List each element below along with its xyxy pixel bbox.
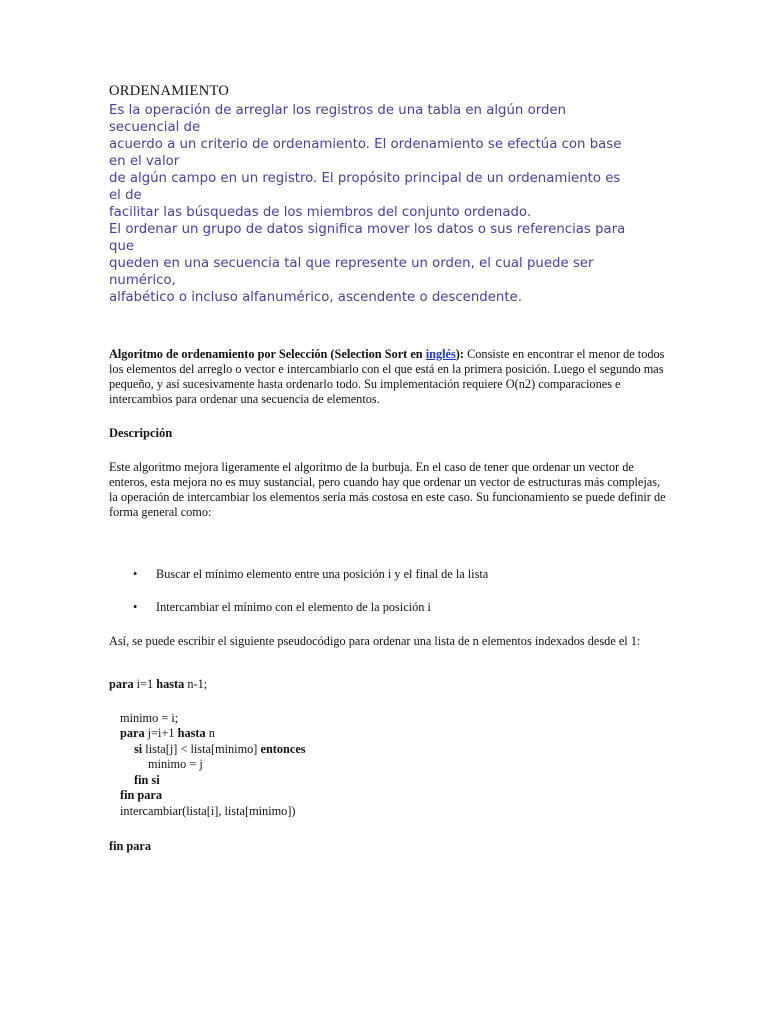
- description-paragraph: Este algoritmo mejora ligeramente el algoritmo de la burbuja. En el caso de tener que ordenar un vector de enteros, esta mejora no es muy sustancial, pero cuando hay que ordenar un vector de estructuras más complejas, la operación de intercambiar los elementos sería más costosa en este caso. Su funcionamiento se puede definir de forma general como:: [109, 460, 666, 519]
- intro-line: queden en una secuencia tal que represente un orden, el cual puede ser: [109, 256, 594, 271]
- code-keyword: hasta: [177, 726, 206, 740]
- code-line: [109, 711, 669, 727]
- code-text: lista[j] < lista[minimo]: [142, 741, 261, 756]
- code-line: [109, 757, 669, 773]
- intro-line: numérico,: [109, 273, 176, 288]
- intro-line: que: [109, 239, 135, 254]
- code-line: [109, 788, 669, 804]
- pseudocode-block: [109, 677, 669, 855]
- code-text: n: [205, 726, 215, 740]
- selection-sort-paragraph: [109, 347, 669, 407]
- code-text: n-1;: [184, 677, 208, 691]
- code-line: [109, 726, 669, 742]
- code-keyword: fin si: [134, 772, 160, 787]
- code-keyword: si: [134, 741, 143, 756]
- intro-line: de algún campo en un registro. El propósito principal de un ordenamiento es: [109, 171, 621, 186]
- code-keyword: hasta: [156, 677, 185, 691]
- code-line: [109, 773, 669, 789]
- steps-list: [109, 567, 669, 615]
- intro-line: secuencial de: [109, 120, 201, 135]
- pseudocode-intro: Así, se puede escribir el siguiente pseudocódigo para ordenar una lista de n elementos indexados desde el 1:: [109, 634, 641, 648]
- ingles-link[interactable]: inglés: [425, 347, 456, 361]
- code-keyword: fin para: [109, 839, 152, 853]
- intro-paragraph: [109, 102, 669, 306]
- code-line: [109, 839, 669, 855]
- step-text: Buscar el mínimo elemento entre una posición i y el final de la lista: [156, 567, 489, 581]
- description-heading: Descripción: [109, 426, 173, 440]
- code-text: intercambiar(lista[i], lista[minimo]): [120, 803, 296, 818]
- intro-line: en el valor: [109, 154, 180, 169]
- selection-sort-heading-end: ):: [455, 347, 464, 361]
- document-page: [109, 82, 669, 855]
- intro-line: facilitar las búsquedas de los miembros del conjunto ordenado.: [109, 205, 532, 220]
- code-text: minimo = i;: [120, 710, 179, 725]
- code-text: i=1: [133, 677, 157, 691]
- intro-line: El ordenar un grupo de datos significa mover los datos o sus referencias para: [109, 222, 626, 237]
- step-text: Intercambiar el mínimo con el elemento de la posición i: [156, 600, 431, 614]
- code-keyword: para: [120, 726, 145, 740]
- list-item: [109, 600, 669, 615]
- bullet-icon: •: [133, 567, 138, 581]
- code-text: minimo = j: [148, 757, 203, 771]
- code-keyword: fin para: [120, 788, 163, 802]
- code-text: j=i+1: [144, 726, 178, 740]
- intro-line: Es la operación de arreglar los registros de una tabla en algún orden: [109, 103, 566, 118]
- code-line: [109, 804, 669, 820]
- document-title: ORDENAMIENTO: [109, 83, 230, 99]
- intro-line: el de: [109, 188, 142, 203]
- intro-line: alfabético o incluso alfanumérico, ascendente o descendente.: [109, 290, 522, 305]
- selection-sort-body: Consiste en encontrar el menor de todos los elementos del arreglo o vector e intercambiarlo con el que está en la primera posición. Luego el segundo mas pequeño, y así sucesivamente hasta ordenarlo todo. Su implementación requiere O(n2) comparaciones e intercambios para ordenar una secuencia de elementos.: [109, 347, 665, 406]
- selection-sort-heading-start: Algoritmo de ordenamiento por Selección (Selection Sort en: [109, 347, 426, 361]
- code-keyword: para: [109, 677, 134, 691]
- code-line: [109, 677, 669, 693]
- bullet-icon: •: [133, 600, 138, 614]
- intro-line: acuerdo a un criterio de ordenamiento. El ordenamiento se efectúa con base: [109, 137, 622, 152]
- code-line: [109, 742, 669, 758]
- list-item: [109, 567, 669, 582]
- code-keyword: entonces: [260, 741, 306, 756]
